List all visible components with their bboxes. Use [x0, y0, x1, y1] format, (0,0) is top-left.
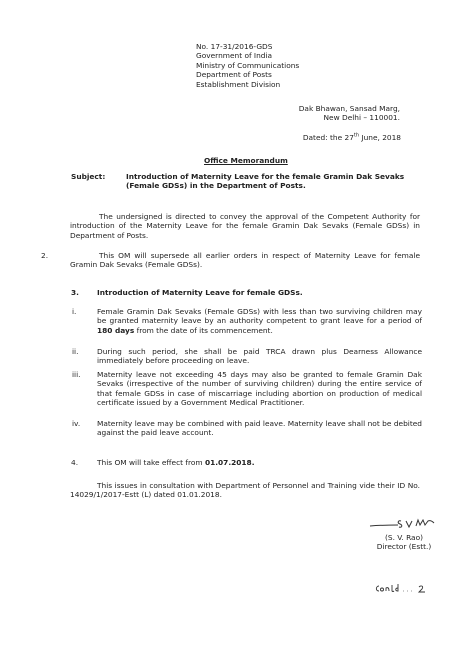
- ministry-line: Ministry of Communications: [196, 60, 300, 70]
- handwritten-signature: [368, 515, 438, 533]
- address-line-1: Dak Bhawan, Sansad Marg,: [298, 104, 400, 113]
- file-number: No. 17-31/2016-GDS: [196, 42, 273, 51]
- signatory-block: [368, 533, 440, 552]
- paragraph-2-text: This OM will supersede all earlier orders in respect of Maternity Leave for female Gramin Dak Sevaks (Female GDSs).: [70, 251, 420, 270]
- item-4-text: Maternity leave may be combined with paid leave. Maternity leave shall not be debited against the paid leave account.: [97, 419, 422, 438]
- item-1-numeral: i.: [72, 307, 77, 316]
- item-1-text: [97, 307, 422, 335]
- item-1-text-b: from the date of its commencement.: [134, 325, 273, 335]
- item-2-numeral: ii.: [72, 347, 79, 356]
- signatory-designation: Director (Estt.): [376, 542, 432, 552]
- department-line: Department of Posts: [196, 70, 272, 80]
- division-line: Establishment Division: [196, 79, 281, 89]
- date-superscript: th: [353, 132, 360, 139]
- date-line: [303, 133, 401, 142]
- office-address: [299, 104, 400, 123]
- paragraph-2: [41, 251, 420, 270]
- document-title: Office Memorandum: [204, 156, 288, 165]
- item-1-bold: 180 days: [97, 325, 135, 335]
- paragraph-4: [97, 458, 255, 467]
- paragraph-3-number: 3.: [71, 288, 79, 297]
- item-1-text-a: Female Gramin Dak Sevaks (Female GDSs) with less than two surviving children may be granted maternity leave by an authority competent to grant leave for a period of: [97, 307, 422, 326]
- date-suffix: June, 2018: [359, 133, 401, 142]
- paragraph-2-number: 2.: [41, 251, 49, 260]
- subject-text: Introduction of Maternity Leave for the female Gramin Dak Sevaks (Female GDSs) in the Department of Posts.: [126, 172, 405, 191]
- address-line-2: New Delhi – 110001.: [323, 113, 400, 123]
- paragraph-4-date: 01.07.2018.: [204, 458, 255, 467]
- paragraph-1: The undersigned is directed to convey the approval of the Competent Authority for introduction of the Maternity Leave for the female Gramin Dak Sevaks (Female GDSs) in Department of Posts.: [70, 212, 420, 240]
- item-3-numeral: iii.: [72, 370, 81, 379]
- signatory-name: (S. V. Rao): [385, 533, 423, 542]
- item-4-numeral: iv.: [72, 419, 81, 428]
- continued-note: [375, 581, 435, 597]
- paragraph-4-text: This OM will take effect from: [97, 458, 205, 467]
- paragraph-4-number: 4.: [71, 458, 79, 467]
- paragraph-3-heading: Introduction of Maternity Leave for female GDSs.: [97, 288, 303, 297]
- paragraph-5: This issues in consultation with Department of Personnel and Training vide their ID No. 14029/1/2017-Estt (L) dated 01.01.2018.: [70, 481, 420, 500]
- item-3-text: Maternity leave not exceeding 45 days may also be granted to female Gramin Dak Sevaks (irrespective of the number of surviving children) during the entire service of that female GDSs in case of miscarriage including abortion on production of medical certificate issued by a Government Medical Practitioner.: [97, 370, 422, 408]
- letterhead: [196, 42, 316, 89]
- subject-label: Subject:: [71, 172, 106, 181]
- item-2-text: During such period, she shall be paid TRCA drawn plus Dearness Allowance immediately before proceeding on leave.: [97, 347, 422, 366]
- date-prefix: Dated: the 27: [302, 133, 354, 142]
- government-line: Government of India: [196, 51, 273, 61]
